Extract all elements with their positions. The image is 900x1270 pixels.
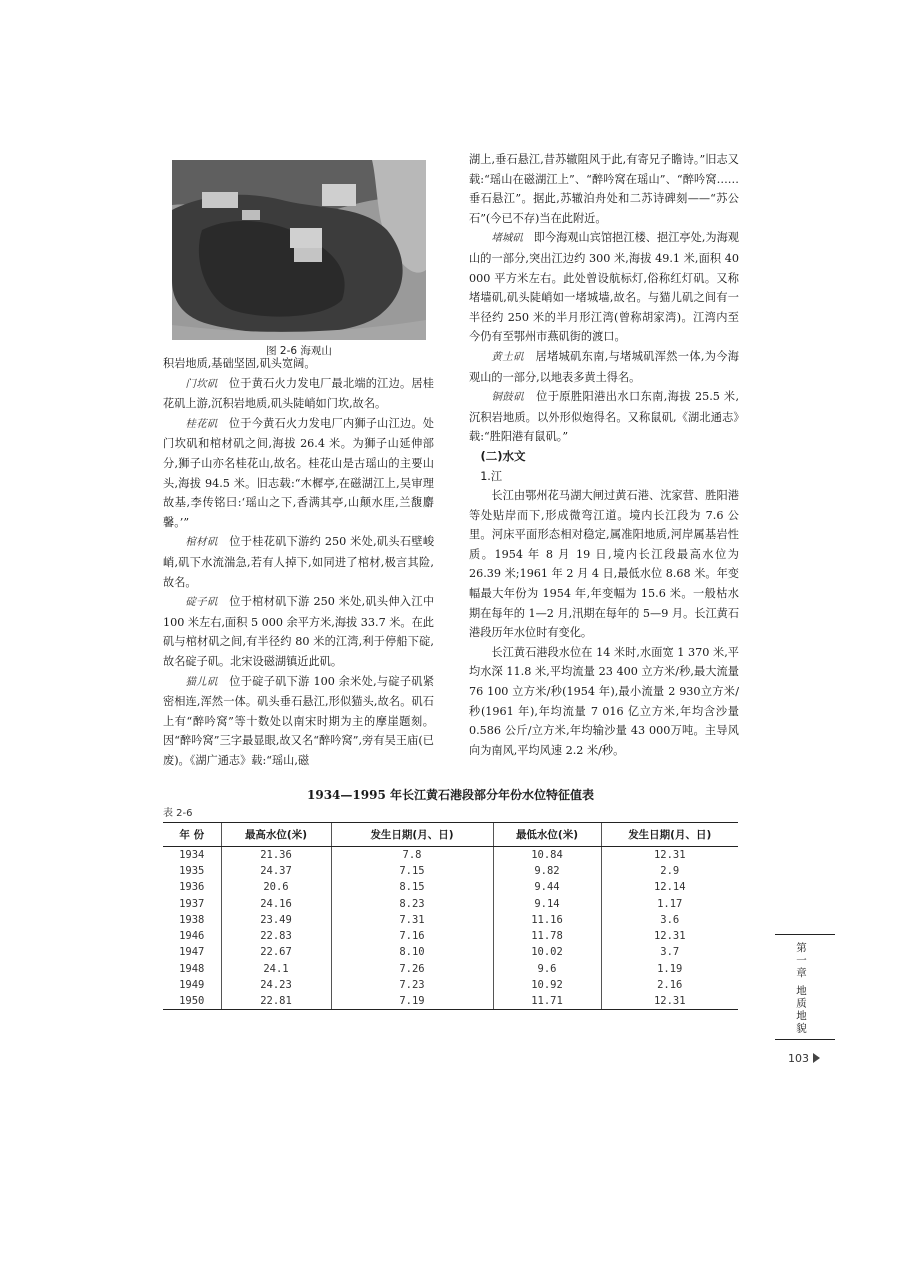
body-paragraph: 长江由鄂州花马湖大闸过黄石港、沈家营、胜阳港等处贴岸而下,形成微弯江道。境内长江段为 7.6 公里。河床平面形态相对稳定,属准阳地质,河岸属基岩性质。1954 年 8 月 19 日,境内长江段最高水位为 26.39 米;1961 年 2 月 4 日,最低水位 8.68 米。年变幅最大年份为 1954 年,年变幅为 15.6 米。一般枯水期在每年的 1—2 月,汛期在每年的 5—9 月。长江黄石港段历年水位时有变化。 (469, 489, 740, 640)
table-cell: 9.6 (493, 961, 601, 977)
table-cell: 8.15 (331, 879, 493, 895)
subsection-heading: 1.江 (480, 469, 503, 483)
table-row (163, 928, 738, 944)
table-cell: 1947 (179, 946, 205, 959)
entry-paragraph (163, 532, 434, 592)
entry-text: 位于原胜阳港出水口东南,海拔 25.5 米,沉积岩地质。以外形似炮得名。又称鼠矶,《湖北通志》载:“胜阳港有鼠矶。” (469, 390, 740, 444)
table-row (163, 961, 738, 977)
column-header: 发生日期(月、日) (601, 823, 738, 847)
entry-term: 桂花矶 (185, 417, 218, 430)
column-header: 最高水位(米) (221, 823, 331, 847)
paragraph-text: 湖上,垂石悬江,昔苏辙阻风于此,有寄兄子瞻诗。”旧志又载:“瑶山在磁湖江上”、“醉吟窝在瑶山”、“醉吟窝……垂石悬江”。据此,苏辙泊舟处和二苏诗碑刻——“苏公石”(今已不存)当在此附近。 (469, 153, 739, 225)
continuation-paragraph (163, 354, 434, 374)
table-cell: 20.6 (221, 879, 331, 895)
table-cell: 11.78 (493, 928, 601, 944)
figure-caption: 图 2-6 海观山 (266, 345, 332, 357)
table-cell: 9.82 (493, 863, 601, 879)
table-row (163, 944, 738, 960)
table-cell: 1.19 (601, 961, 738, 977)
table-cell: 24.37 (221, 863, 331, 879)
entry-paragraph (469, 228, 739, 347)
entry-text: 位于棺材矶下游 250 米处,矶头伸入江中 100 米左右,面积 5 000 余平方米,海拔 33.7 米。在此矶与棺材矶之间,有半径约 80 米的江湾,利于停船下碇,故名碇子矶。北宋设磁湖镇近此矶。 (163, 595, 435, 668)
table-row (163, 879, 738, 895)
table-cell: 7.31 (331, 912, 493, 928)
table-cell: 3.6 (601, 912, 738, 928)
table-cell: 9.44 (493, 879, 601, 895)
entry-text: 位于桂花矶下游约 250 米处,矶头石壁峻峭,矶下水流湍急,若有人掉下,如同进了棺材,极言其险,故名。 (163, 535, 435, 589)
table-row (163, 847, 738, 863)
entry-text: 位于黄石火力发电厂最北端的江边。居桂花矶上游,沉积岩地质,矶头陡峭如门坎,故名。 (163, 376, 434, 411)
table-cell: 11.71 (493, 993, 601, 1009)
entry-term: 堵城矶 (491, 232, 523, 245)
entry-paragraph (469, 387, 739, 447)
entry-paragraph (469, 347, 739, 387)
table-cell: 1949 (179, 979, 205, 992)
entry-term: 铜鼓矶 (491, 391, 525, 404)
page-arrow-icon (813, 1053, 820, 1063)
table-row (163, 863, 738, 879)
entry-term: 猫儿矶 (185, 675, 218, 688)
left-text-column (163, 354, 434, 770)
entry-text: 即今海观山宾馆挹江楼、挹江亭处,为海观山的一部分,突出江边约 300 米,海拔 49.1 米,面积 40 000 平方米左右。此处曾设航标灯,俗称红灯矶。又称堵墙矶,矶头陡峭如一堵城墙,故名。与猫儿矶之间有一半径约 250 米的半月形江湾(曾称胡家湾)。江湾内至今仍有至鄂州市燕矶街的渡口。 (469, 231, 739, 344)
column-header: 最低水位(米) (493, 823, 601, 847)
figure-photo-haiguanshan (172, 160, 426, 340)
entry-term: 门坎矶 (185, 377, 218, 390)
table-cell: 9.14 (493, 895, 601, 911)
page-number (788, 1052, 820, 1065)
table-cell: 7.8 (331, 847, 493, 863)
table-cell: 1948 (179, 962, 205, 975)
table-body (163, 847, 738, 1010)
entry-paragraph (163, 592, 434, 671)
table-cell: 22.83 (221, 928, 331, 944)
table-cell: 22.81 (221, 993, 331, 1009)
table-cell: 10.84 (493, 847, 601, 863)
table-cell: 21.36 (221, 847, 331, 863)
entry-text: 居堵城矶东南,与堵城矶浑然一体,为今海观山的一部分,以地表多黄土得名。 (469, 349, 739, 384)
column-header: 年 份 (163, 823, 221, 847)
table-row (163, 912, 738, 928)
table-row (163, 993, 738, 1009)
table-cell: 1946 (179, 930, 205, 943)
table-header-row (163, 823, 738, 847)
table-cell: 3.7 (601, 944, 738, 960)
column-header: 发生日期(月、日) (331, 823, 493, 847)
table-cell: 24.16 (221, 895, 331, 911)
table-cell: 1937 (179, 897, 205, 910)
table-cell: 7.23 (331, 977, 493, 993)
table-cell: 24.1 (221, 961, 331, 977)
table-cell: 12.14 (601, 879, 738, 895)
table-cell: 22.67 (221, 944, 331, 960)
entry-term: 碇子矶 (185, 596, 218, 609)
table-row (163, 977, 738, 993)
table-cell: 7.16 (331, 928, 493, 944)
entry-term: 黄土矶 (491, 350, 524, 363)
table-title: 1934—1995 年长江黄石港段部分年份水位特征值表 (307, 788, 594, 802)
body-paragraph: 长江黄石港段水位在 14 米时,水面宽 1 370 米,平均水深 11.8 米,平均流量 23 400 立方米/秒,最大流量 76 100 立方米/秒(1954 年),最小流量 2 930立方米/秒(1961 年),年均流量 7 016 亿立方米,年均含沙量 0.586 公斤/立方米,年均输沙量 43 000万吨。主导风向为南风,平均风速 2.2 米/秒。 (469, 645, 739, 757)
table-row (163, 895, 738, 911)
paragraph-text: 积岩地质,基础坚固,矶头宽阔。 (163, 357, 316, 370)
table-cell: 8.23 (331, 895, 493, 911)
table-cell: 11.16 (493, 912, 601, 928)
table-cell: 10.92 (493, 977, 601, 993)
table-cell: 23.49 (221, 912, 331, 928)
table-cell: 1.17 (601, 895, 738, 911)
entry-text: 位于碇子矶下游 100 余米处,与碇子矶紧密相连,浑然一体。矶头垂石悬江,形似猫头,故名。矶石上有“醉吟窝”等十数处以南宋时期为主的摩崖题刻。因“醉吟窝”三字最显眼,故又名“醉吟窝”,旁有吴王庙(已废)。《湖广通志》载:“瑶山,磁 (163, 674, 435, 767)
entry-paragraph (163, 672, 434, 771)
entry-text: 位于今黄石火力发电厂内狮子山江边。处门坎矶和棺材矶之间,海拔 26.4 米。为狮子山延伸部分,狮子山亦名桂花山,故名。桂花山是古瑶山的主要山头,海拔 94.5 米。旧志载:“木樨亭,在磁湖江上,吴审理故基,李传铭曰:‘瑶山之下,香满其亭,山颠水厓,兰馥麝馨。’” (163, 416, 434, 529)
table-cell: 10.02 (493, 944, 601, 960)
table-cell: 7.26 (331, 961, 493, 977)
entry-term: 棺材矶 (185, 536, 218, 549)
right-text-column (469, 150, 739, 760)
table-cell: 1950 (163, 993, 221, 1009)
table-cell: 12.31 (601, 993, 738, 1009)
water-level-table (163, 822, 738, 1010)
table-label: 表 2-6 (163, 808, 193, 819)
table-cell: 24.23 (221, 977, 331, 993)
table-cell: 12.31 (601, 928, 738, 944)
entry-paragraph (163, 414, 434, 533)
table-cell: 7.19 (331, 993, 493, 1009)
chapter-side-label: 第一章 地质地貌 (795, 942, 807, 1035)
table-cell: 1935 (179, 864, 205, 877)
entry-paragraph (163, 374, 434, 414)
table-cell: 1938 (179, 913, 205, 926)
table-cell: 7.15 (331, 863, 493, 879)
page-number-text: 103 (788, 1052, 809, 1065)
section-heading: (二)水文 (480, 448, 526, 463)
table-cell: 8.10 (331, 944, 493, 960)
table-cell: 1934 (179, 848, 205, 861)
table-cell: 2.16 (601, 977, 738, 993)
table-cell: 1936 (179, 881, 205, 894)
table-cell: 12.31 (601, 847, 738, 863)
table-cell: 2.9 (601, 863, 738, 879)
aerial-photo-illustration (172, 160, 426, 340)
continuation-paragraph (469, 150, 739, 228)
